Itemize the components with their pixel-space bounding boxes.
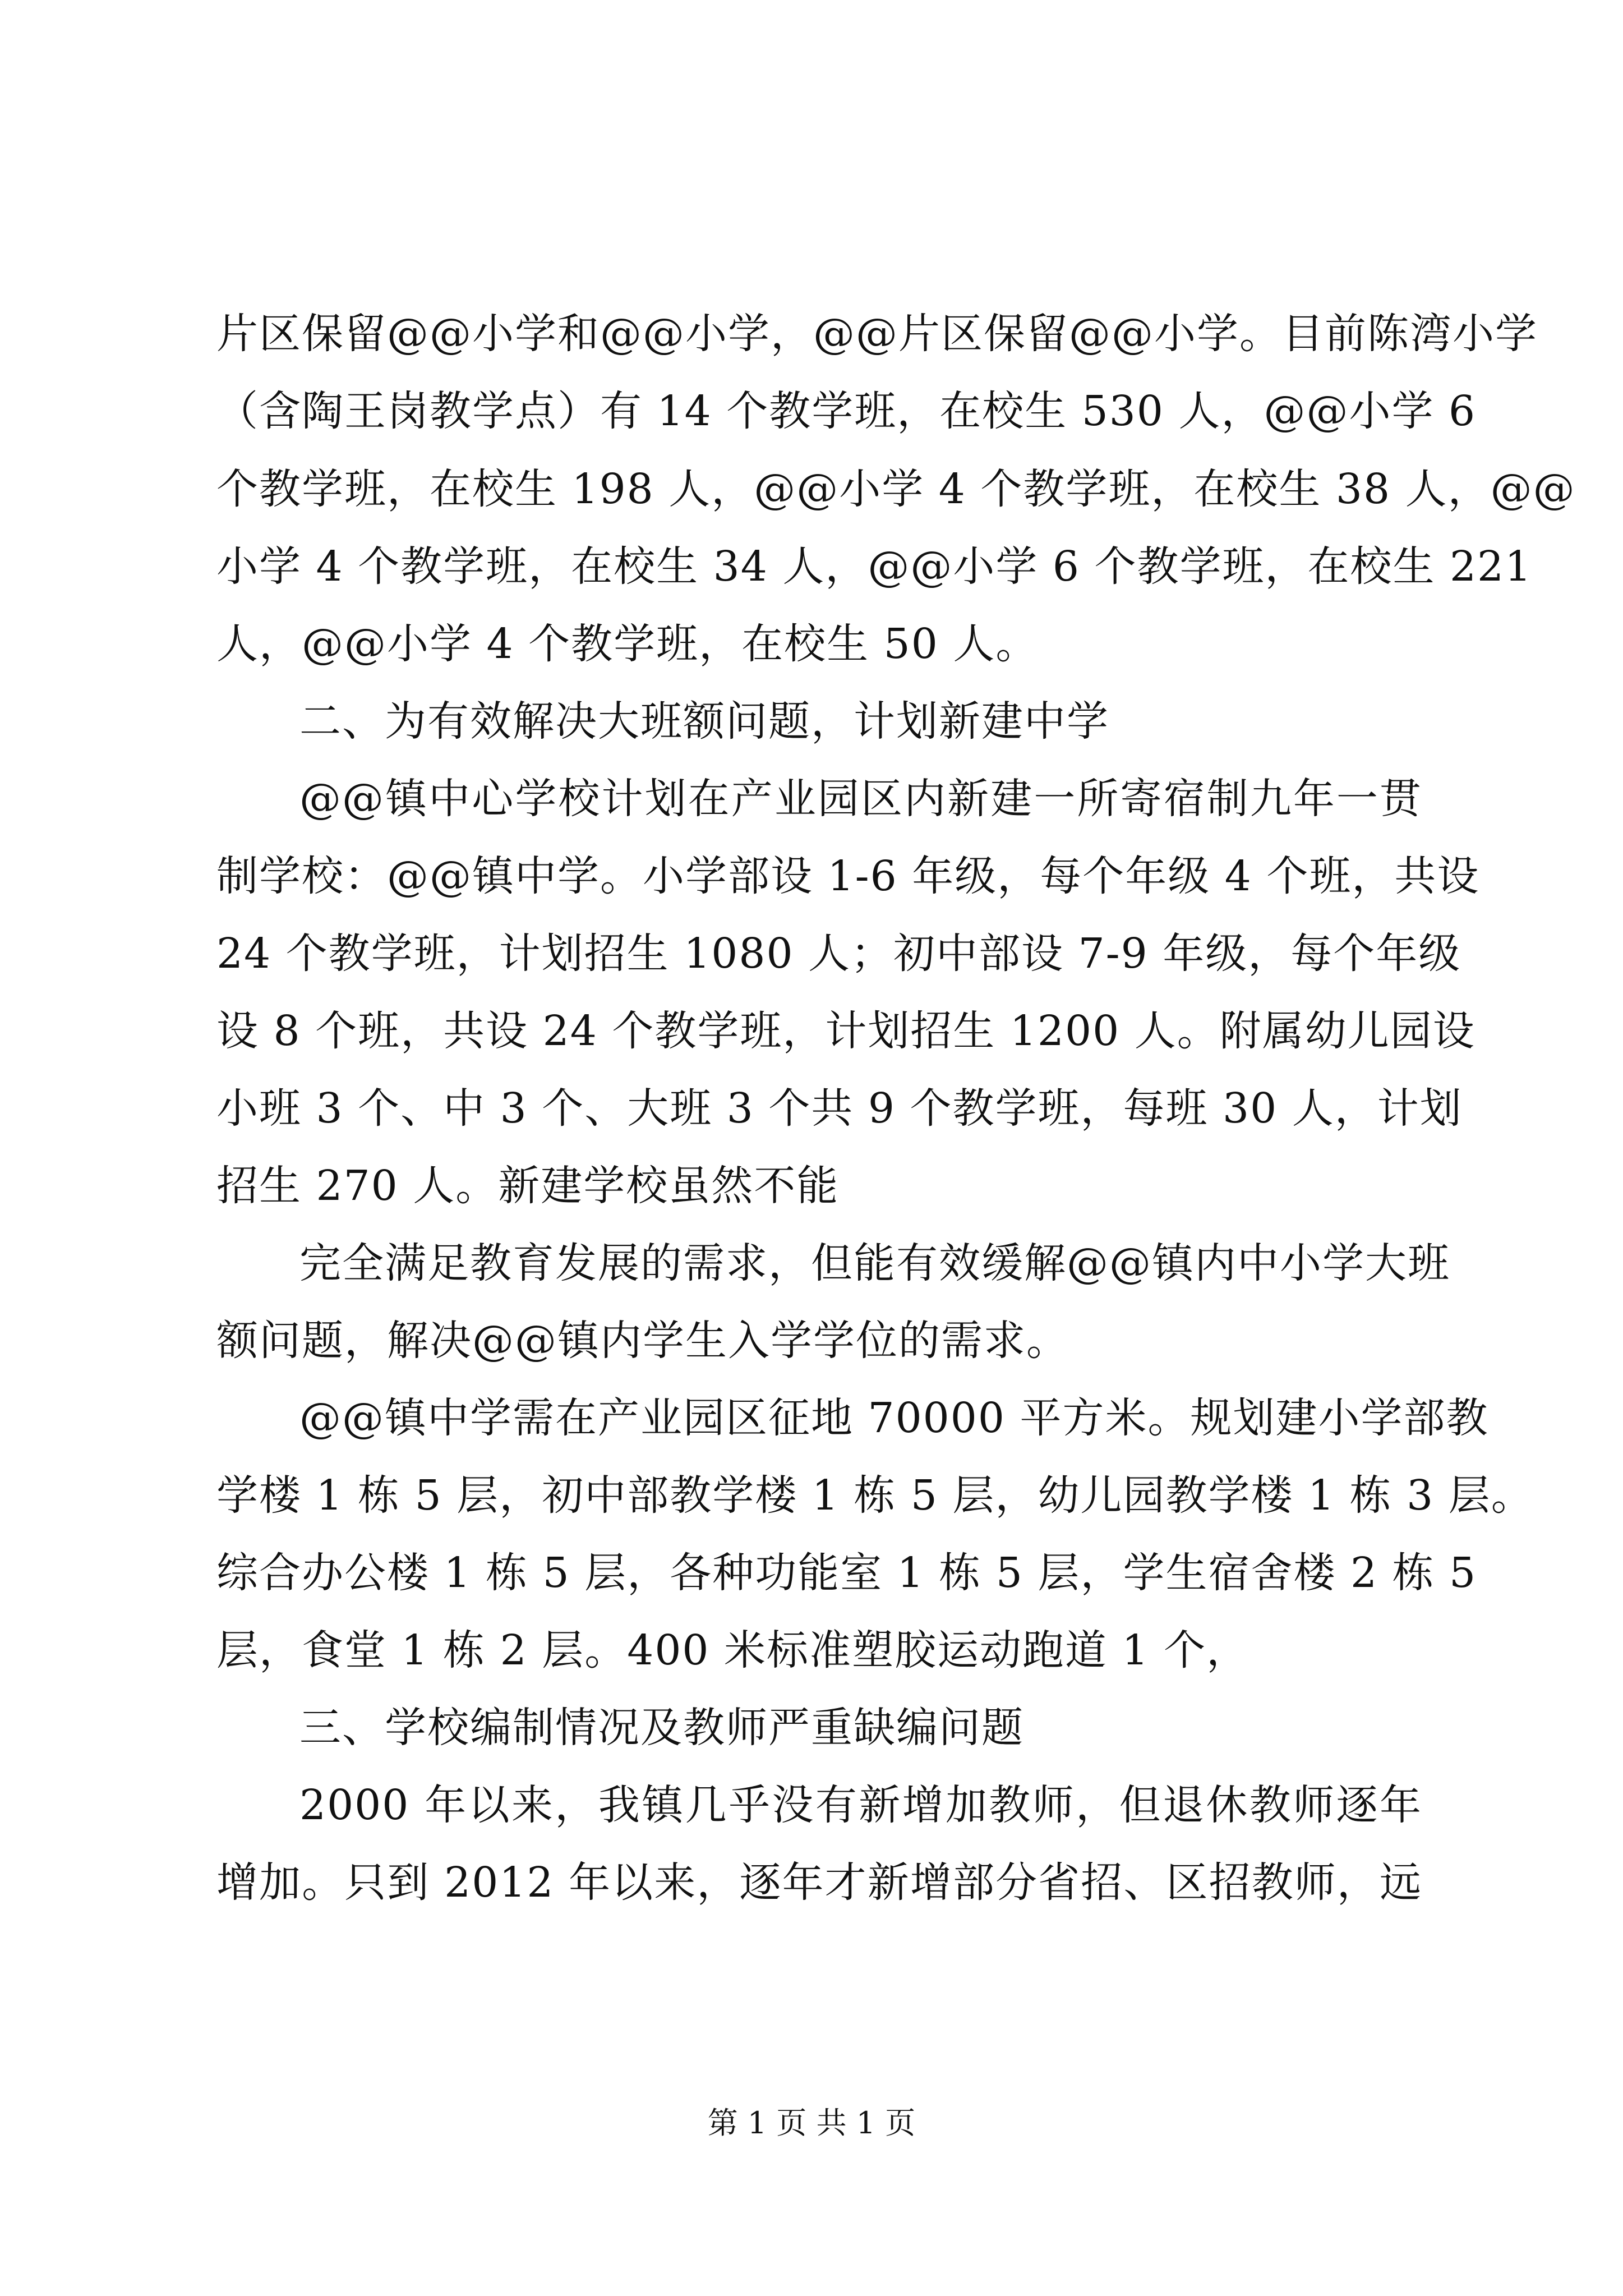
text-line: 综合办公楼 1 栋 5 层，各种功能室 1 栋 5 层，学生宿舍楼 2 栋 5 <box>216 1549 1477 1597</box>
text-line: 招生 270 人。新建学校虽然不能 <box>216 1162 840 1210</box>
text-line: 额问题，解决@@镇内学生入学学位的需求。 <box>216 1317 1069 1365</box>
text-line: 学楼 1 栋 5 层，初中部教学楼 1 栋 5 层，幼儿园教学楼 1 栋 3 层。 <box>216 1471 1534 1520</box>
text-line: 24 个教学班，计划招生 1080 人；初中部设 7-9 年级，每个年级 <box>216 930 1461 978</box>
section-heading: 三、学校编制情况及教师严重缺编问题 <box>299 1704 1024 1752</box>
text-line: 增加。只到 2012 年以来，逐年才新增部分省招、区招教师，远 <box>216 1858 1422 1907</box>
section-heading: 二、为有效解决大班额问题，计划新建中学 <box>299 697 1109 746</box>
text-line: 完全满足教育发展的需求，但能有效缓解@@镇内中小学大班 <box>299 1239 1450 1287</box>
text-line: 制学校：@@镇中学。小学部设 1-6 年级，每个年级 4 个班，共设 <box>216 852 1480 900</box>
text-line: 2000 年以来，我镇几乎没有新增加教师，但退休教师逐年 <box>299 1781 1422 1829</box>
text-line: 人，@@小学 4 个教学班，在校生 50 人。 <box>216 620 1039 668</box>
text-line: @@镇中学需在产业园区征地 70000 平方米。规划建小学部教 <box>299 1394 1489 1442</box>
text-line: 小班 3 个、中 3 个、大班 3 个共 9 个教学班，每班 30 人，计划 <box>216 1084 1463 1133</box>
page-number-footer: 第 1 页 共 1 页 <box>707 2105 916 2141</box>
text-line: 小学 4 个教学班，在校生 34 人，@@小学 6 个教学班，在校生 221 <box>216 542 1533 591</box>
text-line: 设 8 个班，共设 24 个教学班，计划招生 1200 人。附属幼儿园设 <box>216 1007 1476 1055</box>
text-line: （含陶王岗教学点）有 14 个教学班，在校生 530 人，@@小学 6 <box>216 387 1477 435</box>
text-line: @@镇中心学校计划在产业园区内新建一所寄宿制九年一贯 <box>299 775 1422 823</box>
text-line: 片区保留@@小学和@@小学，@@片区保留@@小学。目前陈湾小学 <box>216 310 1538 358</box>
text-line: 个教学班，在校生 198 人，@@小学 4 个教学班，在校生 38 人，@@ <box>216 465 1576 513</box>
text-line: 层，食堂 1 栋 2 层。400 米标准塑胶运动跑道 1 个， <box>216 1626 1249 1674</box>
